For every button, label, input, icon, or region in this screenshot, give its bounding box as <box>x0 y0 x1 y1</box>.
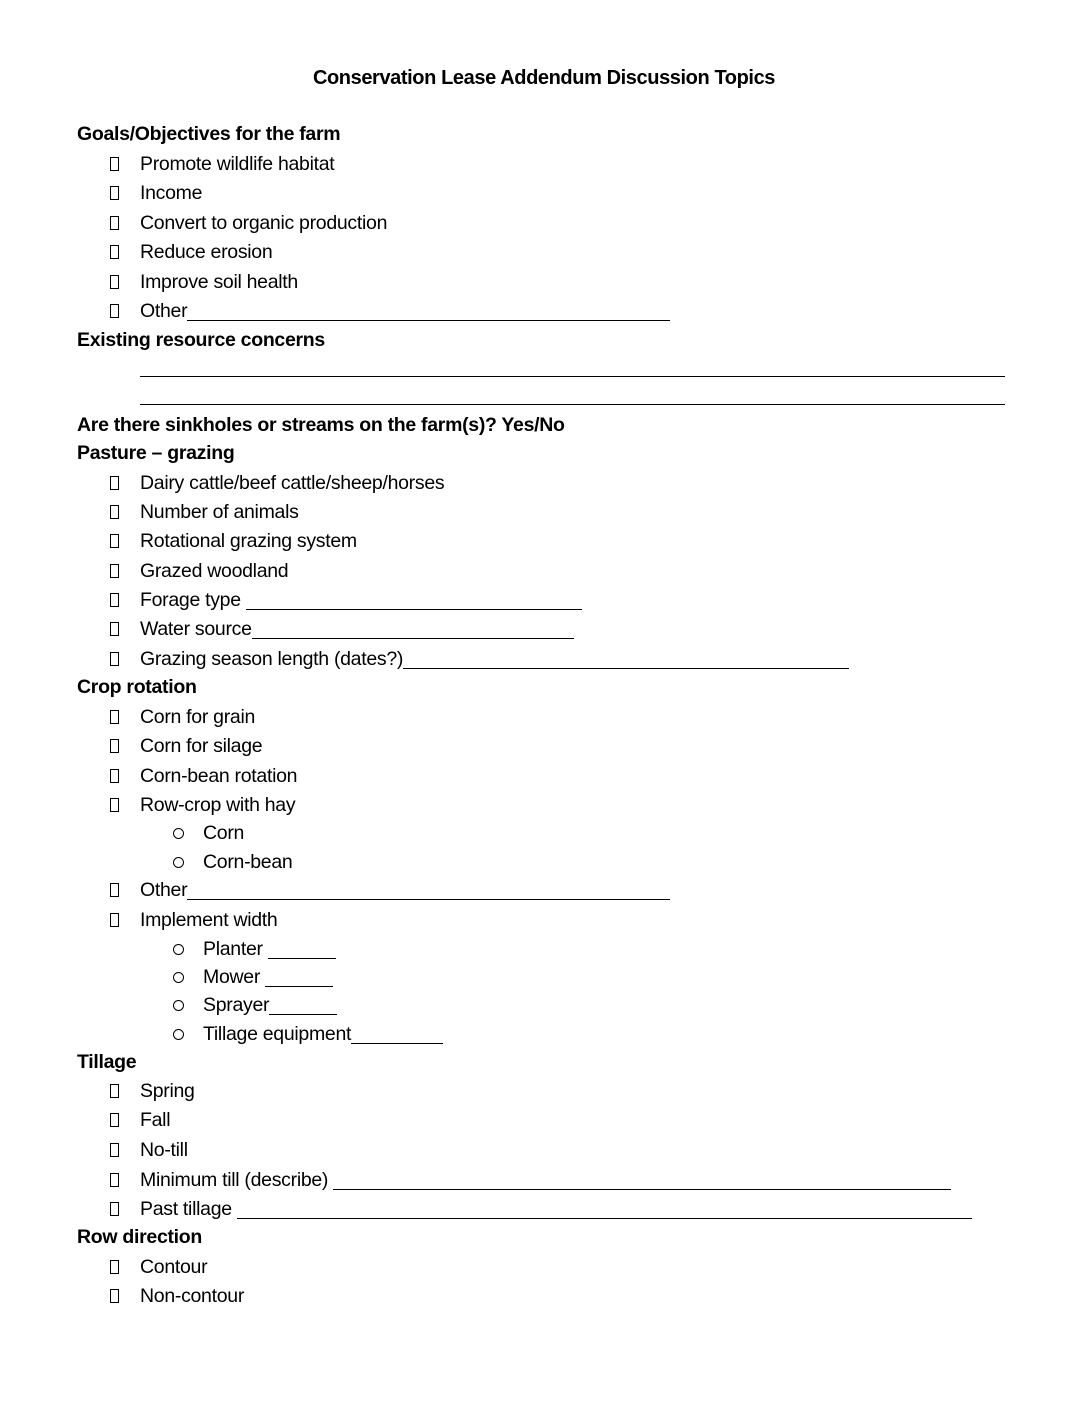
circle-bullet-icon <box>173 857 184 868</box>
fill-in-blank[interactable] <box>269 994 337 1015</box>
checkbox-icon[interactable] <box>110 1260 119 1274</box>
sub-item-mower[interactable]: Mower <box>173 963 333 991</box>
checklist-item-minimum-till[interactable]: Minimum till (describe) <box>110 1166 951 1194</box>
checklist-item[interactable]: Spring <box>110 1077 195 1105</box>
section-heading-pasture: Pasture – grazing <box>77 442 235 464</box>
checklist-item-forage[interactable]: Forage type <box>110 586 582 614</box>
checkbox-icon[interactable] <box>110 652 119 666</box>
sub-item-tillage-equipment[interactable]: Tillage equipment <box>173 1020 443 1048</box>
checkbox-icon[interactable] <box>110 1202 119 1216</box>
checklist-item-past-tillage[interactable]: Past tillage <box>110 1195 972 1223</box>
checkbox-icon[interactable] <box>110 913 119 927</box>
section-heading-tillage: Tillage <box>77 1051 137 1073</box>
checkbox-icon[interactable] <box>110 769 119 783</box>
checklist-item-grazing-season[interactable]: Grazing season length (dates?) <box>110 645 849 673</box>
checkbox-icon[interactable] <box>110 564 119 578</box>
checklist-item[interactable]: Row-crop with hay <box>110 791 295 819</box>
checkbox-icon[interactable] <box>110 275 119 289</box>
fill-in-blank[interactable] <box>333 1169 951 1190</box>
sub-item[interactable]: Corn <box>173 819 244 847</box>
checkbox-icon[interactable] <box>110 593 119 607</box>
checklist-item[interactable]: Corn for grain <box>110 703 255 731</box>
sinkholes-question: Are there sinkholes or streams on the farm(s)? Yes/No <box>77 414 565 436</box>
section-heading-row-direction: Row direction <box>77 1226 203 1248</box>
checkbox-icon[interactable] <box>110 245 119 259</box>
checklist-item-other[interactable]: Other <box>110 876 670 904</box>
checkbox-icon[interactable] <box>110 622 119 636</box>
fill-in-blank[interactable] <box>403 648 849 669</box>
checkbox-icon[interactable] <box>110 1084 119 1098</box>
fill-in-line[interactable] <box>140 376 1005 377</box>
fill-in-blank[interactable] <box>252 618 574 639</box>
checklist-item[interactable]: Income <box>110 179 202 207</box>
circle-bullet-icon <box>173 1029 184 1040</box>
checkbox-icon[interactable] <box>110 710 119 724</box>
checkbox-icon[interactable] <box>110 739 119 753</box>
section-heading-crop-rotation: Crop rotation <box>77 676 197 698</box>
circle-bullet-icon <box>173 828 184 839</box>
section-heading-goals: Goals/Objectives for the farm <box>77 123 341 145</box>
checkbox-icon[interactable] <box>110 798 119 812</box>
section-heading-existing-concerns: Existing resource concerns <box>77 329 325 351</box>
checkbox-icon[interactable] <box>110 534 119 548</box>
page-title: Conservation Lease Addendum Discussion Topics <box>312 67 776 89</box>
fill-in-blank[interactable] <box>237 1198 972 1219</box>
fill-in-blank[interactable] <box>246 589 582 610</box>
checkbox-icon[interactable] <box>110 1113 119 1127</box>
fill-in-blank[interactable] <box>268 938 336 959</box>
checkbox-icon[interactable] <box>110 304 119 318</box>
checklist-item[interactable]: Promote wildlife habitat <box>110 150 334 178</box>
checklist-item[interactable]: Corn-bean rotation <box>110 762 297 790</box>
checklist-item-other[interactable]: Other <box>110 297 670 325</box>
fill-in-blank[interactable] <box>187 879 670 900</box>
sub-item[interactable]: Corn-bean <box>173 848 292 876</box>
checklist-item[interactable]: Non-contour <box>110 1282 244 1310</box>
checkbox-icon[interactable] <box>110 1173 119 1187</box>
sub-item-sprayer[interactable]: Sprayer <box>173 991 337 1019</box>
checklist-item[interactable]: Corn for silage <box>110 732 262 760</box>
checklist-item[interactable]: Number of animals <box>110 498 299 526</box>
checklist-item[interactable]: Improve soil health <box>110 268 298 296</box>
checklist-item[interactable]: Contour <box>110 1253 207 1281</box>
checkbox-icon[interactable] <box>110 157 119 171</box>
checklist-item[interactable]: Convert to organic production <box>110 209 387 237</box>
fill-in-blank[interactable] <box>187 300 670 321</box>
checklist-item[interactable]: Grazed woodland <box>110 557 288 585</box>
checklist-item[interactable]: Dairy cattle/beef cattle/sheep/horses <box>110 469 444 497</box>
fill-in-blank[interactable] <box>351 1023 443 1044</box>
checkbox-icon[interactable] <box>110 1143 119 1157</box>
fill-in-blank[interactable] <box>265 966 333 987</box>
circle-bullet-icon <box>173 944 184 955</box>
checklist-item-water[interactable]: Water source <box>110 615 574 643</box>
circle-bullet-icon <box>173 1000 184 1011</box>
checkbox-icon[interactable] <box>110 186 119 200</box>
checkbox-icon[interactable] <box>110 505 119 519</box>
checklist-item[interactable]: Reduce erosion <box>110 238 272 266</box>
checklist-item[interactable]: Rotational grazing system <box>110 527 357 555</box>
checkbox-icon[interactable] <box>110 216 119 230</box>
checklist-item[interactable]: Implement width <box>110 906 277 934</box>
circle-bullet-icon <box>173 972 184 983</box>
checkbox-icon[interactable] <box>110 1289 119 1303</box>
sub-item-planter[interactable]: Planter <box>173 935 336 963</box>
checkbox-icon[interactable] <box>110 476 119 490</box>
fill-in-line[interactable] <box>140 404 1005 405</box>
checklist-item[interactable]: No-till <box>110 1136 188 1164</box>
checkbox-icon[interactable] <box>110 883 119 897</box>
checklist-item[interactable]: Fall <box>110 1106 170 1134</box>
